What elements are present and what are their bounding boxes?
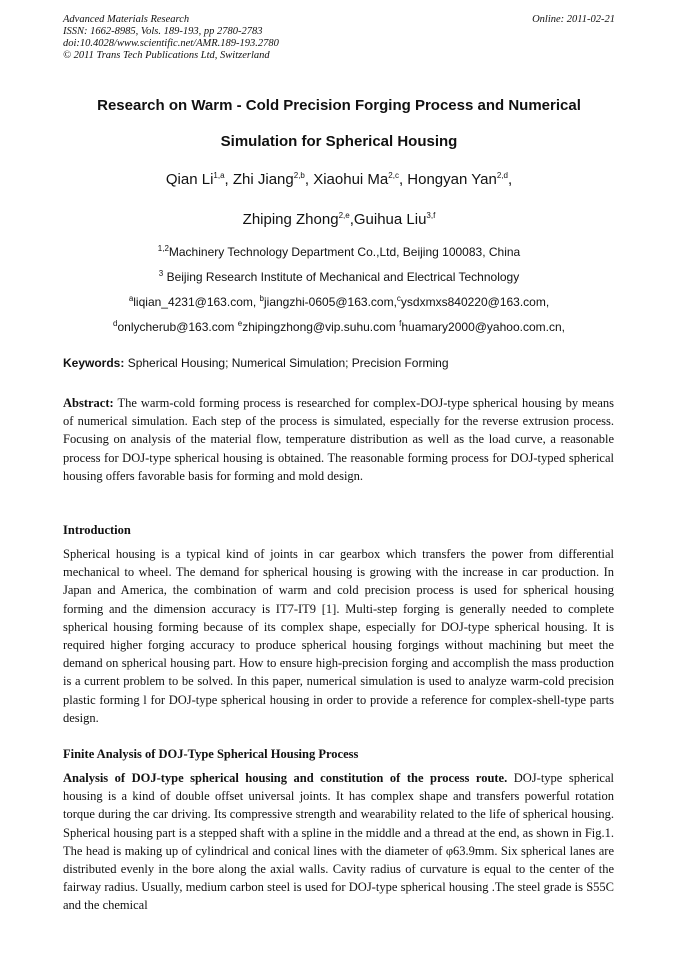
email: jiangzhi-0605@163.com, [263, 295, 397, 309]
email-sup: d [113, 319, 118, 328]
finite-lead: Analysis of DOJ-type spherical housing and constitution of the process route. [63, 771, 508, 785]
author-sup: 3,f [426, 211, 436, 220]
finite-text: DOJ-type spherical housing is a kind of double offset universal joints. It has complex shape and transfers powerful rotation torque during the car driving. Its compressive strength and wearability related to the life of spherical housing. Spherical housing part is a stepped shaft with a spline in the middle and a thread at the end, as shown in Fig.1. The head is making up of cylindrical and conical lines with the diameter of φ63.9mm. Six spherical lanes are distributed evenly in the bore along the axial walls. Cavity radius of curvature is equal to the center of the fairway radius. Usually, medium carbon steel is used for DOJ-type spherical housing .The steel grade is S55C and the chemical [63, 771, 614, 913]
email-sup: a [128, 294, 134, 303]
keywords-text: Spherical Housing; Numerical Simulation; Precision Forming [124, 356, 449, 370]
author-list [40, 160, 638, 240]
affiliation-1 [40, 245, 638, 259]
aff-sup: 1,2 [157, 244, 169, 253]
email: onlycherub@163.com [117, 320, 238, 334]
keywords [63, 356, 615, 370]
author-sep: , [398, 171, 408, 188]
abstract-text: The warm-cold forming process is researched for complex-DOJ-type spherical housing by means of numerical simulation. Each step of the process is simulated, especially for the reverse extrusion process. Focusing on analysis of the material flow, temperature distribution as well as the load curve, a reasonable process for DOJ-type spherical housing is obtained. The reasonable forming process for DOJ-typed spherical housing offers favorable basis for forming and mold design. [63, 396, 614, 483]
email: liqian_4231@163.com, [133, 295, 260, 309]
email: huamary2000@yahoo.com.cn, [401, 320, 565, 334]
author-name: Xiaohui Ma [313, 171, 389, 188]
introduction-text: Spherical housing is a typical kind of joints in car gearbox which transfers the power from differential mechanical to wheel. The demand for spherical housing is growing with the increase in car production. In Japan and America, the combination of warm and cold precision process is used for spherical housing forming and the dimension accuracy is IT7-IT9 [1]. Multi-step forging is generally needed to complete spherical housing forming because of its complex shape, especially for DOJ-type spherical housing. It is required higher forging accuracy to produce spherical housing forgings without machining but meet the demand on spherical housing part. How to ensure high-precision forging and accomplish the mass production is a current problem to be solved. In this paper, numerical simulation is used to analyze warm-cold precision plastic forming l for DOJ-type spherical housing in order to provide a reference for complex-shell-type parts design. [63, 547, 614, 725]
author-sup: 1,a [213, 171, 225, 180]
title-line-1: Research on Warm - Cold Precision Forging Process and Numerical [97, 97, 581, 114]
author-name: Qian Li [165, 171, 214, 188]
author-name: Zhiping Zhong [242, 211, 339, 228]
email-sup: f [399, 319, 402, 328]
abstract-label: Abstract: [63, 396, 114, 410]
finite-paragraph [63, 769, 614, 915]
paper-title [58, 88, 620, 160]
copyright-line: © 2011 Trans Tech Publications Ltd, Switzerland [63, 50, 270, 61]
email: zhipingzhong@vip.suhu.com [242, 320, 400, 334]
author-sep: , [507, 171, 513, 188]
author-name: Hongyan Yan [407, 171, 497, 188]
title-line-2: Simulation for Spherical Housing [220, 133, 458, 150]
email-sup: c [396, 294, 401, 303]
aff-sup: 3 [158, 269, 164, 278]
email-sup: b [259, 294, 264, 303]
email: ysdxmxs840220@163.com, [400, 295, 550, 309]
emails-line-2 [40, 320, 638, 334]
aff-text: Machinery Technology Department Co.,Ltd, Beijing 100083, China [168, 245, 521, 259]
author-sup: 2,e [338, 211, 350, 220]
issn-line: ISSN: 1662-8985, Vols. 189-193, pp 2780-2783 [63, 26, 263, 37]
author-sup: 2,b [293, 171, 305, 180]
abstract [63, 394, 614, 485]
email-sup: e [237, 319, 243, 328]
author-sep: , [349, 211, 354, 228]
aff-text: Beijing Research Institute of Mechanical and Electrical Technology [163, 270, 520, 284]
author-sup: 2,d [496, 171, 508, 180]
finite-heading: Finite Analysis of DOJ-Type Spherical Housing Process [63, 747, 359, 761]
online-date: Online: 2011-02-21 [532, 14, 615, 25]
emails-line-1 [40, 295, 638, 309]
author-sep: , [304, 171, 314, 188]
author-name: Guihua Liu [353, 211, 427, 228]
affiliation-2 [40, 270, 638, 284]
author-line-1 [40, 160, 638, 200]
author-sep: , [224, 171, 233, 188]
introduction-heading: Introduction [63, 523, 131, 537]
author-sup: 2,c [388, 171, 399, 180]
page-header [63, 14, 615, 62]
keywords-label: Keywords: [63, 356, 125, 370]
journal-name: Advanced Materials Research [63, 14, 190, 25]
author-name: Zhi Jiang [232, 171, 294, 188]
doi-line: doi:10.4028/www.scientific.net/AMR.189-193.2780 [63, 38, 279, 49]
author-line-2 [40, 200, 638, 240]
